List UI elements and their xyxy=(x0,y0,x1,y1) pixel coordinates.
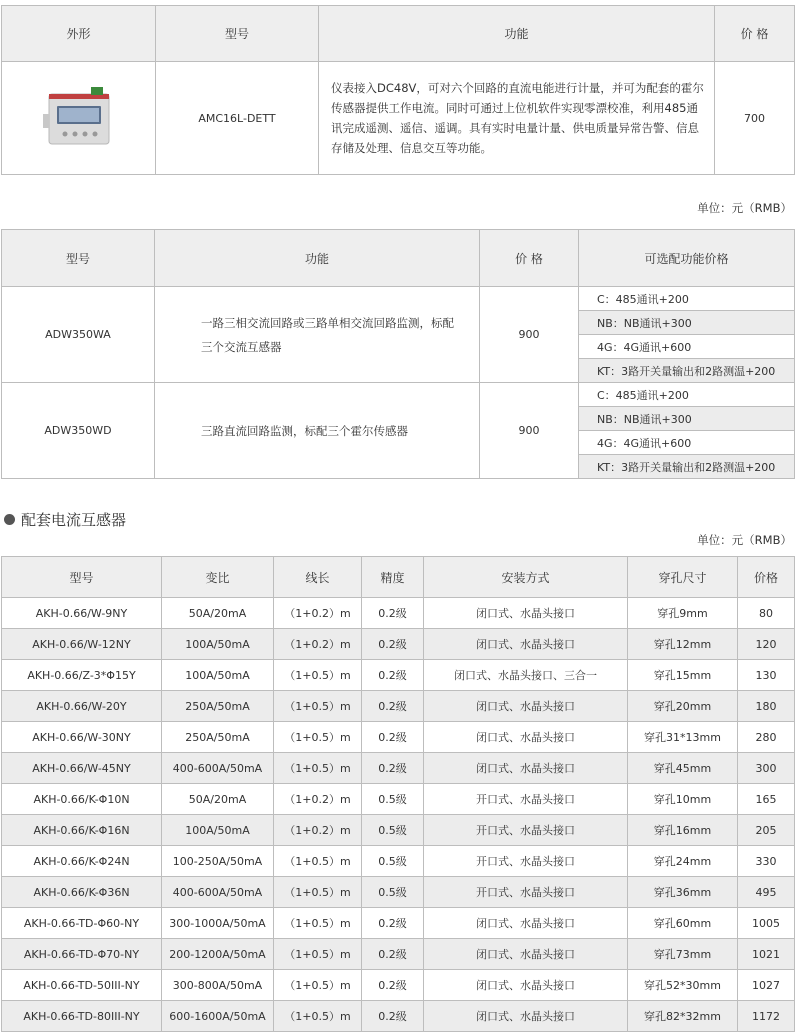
model-cell: AKH-0.66/K-Φ10N xyxy=(2,784,162,815)
cable-length-cell: （1+0.5）m xyxy=(274,753,362,784)
function-cell: 仪表接入DC48V，可对六个回路的直流电能进行计量，并可为配套的霍尔传感器提供工作电流。同时可通过上位机软件实现零漂校准，利用485通讯完成遥测、遥信、遥调。具有实时电量计量、供电质量异常告警、信息存储及处理、信息交互等功能。 xyxy=(319,62,715,175)
model-cell: AKH-0.66/K-Φ36N xyxy=(2,877,162,908)
cable-length-cell: （1+0.2）m xyxy=(274,629,362,660)
price-cell: 165 xyxy=(738,784,795,815)
installation-cell: 闭口式、水晶头接口、三合一 xyxy=(424,660,628,691)
header-price: 价格 xyxy=(738,557,795,598)
price-cell: 205 xyxy=(738,815,795,846)
option-cell: C：485通讯+200 xyxy=(579,287,795,311)
installation-cell: 闭口式、水晶头接口 xyxy=(424,939,628,970)
ratio-cell: 100-250A/50mA xyxy=(162,846,274,877)
ratio-cell: 100A/50mA xyxy=(162,660,274,691)
model-cell: AKH-0.66/W-45NY xyxy=(2,753,162,784)
installation-cell: 开口式、水晶头接口 xyxy=(424,815,628,846)
model-cell: AKH-0.66/K-Φ24N xyxy=(2,846,162,877)
cable-length-cell: （1+0.2）m xyxy=(274,815,362,846)
model-cell: AKH-0.66/K-Φ16N xyxy=(2,815,162,846)
table-row xyxy=(2,784,795,815)
accuracy-cell: 0.2级 xyxy=(362,660,424,691)
table-row xyxy=(2,753,795,784)
unit-label: 单位：元（RMB） xyxy=(697,201,792,215)
price-cell: 330 xyxy=(738,846,795,877)
price-cell: 80 xyxy=(738,598,795,629)
header-price: 价 格 xyxy=(715,6,795,62)
table-row xyxy=(2,970,795,1001)
header-price: 价 格 xyxy=(480,230,579,287)
installation-cell: 闭口式、水晶头接口 xyxy=(424,629,628,660)
model-cell: AMC16L-DETT xyxy=(156,62,319,175)
table-row xyxy=(2,629,795,660)
header-accuracy: 精度 xyxy=(362,557,424,598)
hole-size-cell: 穿孔60mm xyxy=(628,908,738,939)
table-row xyxy=(2,877,795,908)
table-row xyxy=(2,939,795,970)
price-cell: 1027 xyxy=(738,970,795,1001)
function-cell: 三路直流回路监测，标配三个霍尔传感器 xyxy=(155,383,480,479)
bullet-icon xyxy=(4,514,15,525)
header-hole-size: 穿孔尺寸 xyxy=(628,557,738,598)
installation-cell: 开口式、水晶头接口 xyxy=(424,784,628,815)
model-cell: AKH-0.66-TD-80III-NY xyxy=(2,1001,162,1032)
accuracy-cell: 0.2级 xyxy=(362,908,424,939)
price-cell: 1172 xyxy=(738,1001,795,1032)
cable-length-cell: （1+0.5）m xyxy=(274,1001,362,1032)
ratio-cell: 100A/50mA xyxy=(162,629,274,660)
accuracy-cell: 0.2级 xyxy=(362,1001,424,1032)
accuracy-cell: 0.2级 xyxy=(362,753,424,784)
hole-size-cell: 穿孔12mm xyxy=(628,629,738,660)
header-model: 型号 xyxy=(2,557,162,598)
installation-cell: 开口式、水晶头接口 xyxy=(424,846,628,877)
accuracy-cell: 0.2级 xyxy=(362,722,424,753)
ratio-cell: 200-1200A/50mA xyxy=(162,939,274,970)
installation-cell: 闭口式、水晶头接口 xyxy=(424,691,628,722)
price-cell: 700 xyxy=(715,62,795,175)
ratio-cell: 50A/20mA xyxy=(162,598,274,629)
ratio-cell: 400-600A/50mA xyxy=(162,753,274,784)
table-row xyxy=(2,815,795,846)
hole-size-cell: 穿孔73mm xyxy=(628,939,738,970)
cable-length-cell: （1+0.5）m xyxy=(274,970,362,1001)
cable-length-cell: （1+0.5）m xyxy=(274,660,362,691)
table-row xyxy=(2,691,795,722)
accuracy-cell: 0.2级 xyxy=(362,598,424,629)
cable-length-cell: （1+0.5）m xyxy=(274,846,362,877)
meter-product-table xyxy=(1,5,795,175)
installation-cell: 闭口式、水晶头接口 xyxy=(424,1001,628,1032)
ct-table-body xyxy=(2,598,795,1032)
accuracy-cell: 0.5级 xyxy=(362,815,424,846)
price-cell: 900 xyxy=(480,287,579,383)
hole-size-cell: 穿孔45mm xyxy=(628,753,738,784)
hole-size-cell: 穿孔82*32mm xyxy=(628,1001,738,1032)
ratio-cell: 300-800A/50mA xyxy=(162,970,274,1001)
accuracy-cell: 0.5级 xyxy=(362,846,424,877)
header-options: 可选配功能价格 xyxy=(579,230,795,287)
unit-label: 单位：元（RMB） xyxy=(697,533,792,547)
model-cell: AKH-0.66-TD-Φ60-NY xyxy=(2,908,162,939)
option-cell: KT：3路开关量输出和2路测温+200 xyxy=(579,455,795,479)
current-transformer-table xyxy=(1,556,795,1032)
price-cell: 495 xyxy=(738,877,795,908)
cable-length-cell: （1+0.2）m xyxy=(274,784,362,815)
ratio-cell: 100A/50mA xyxy=(162,815,274,846)
header-ratio: 变比 xyxy=(162,557,274,598)
ratio-cell: 50A/20mA xyxy=(162,784,274,815)
table-header-row xyxy=(2,230,795,287)
table-row xyxy=(2,383,795,407)
hole-size-cell: 穿孔15mm xyxy=(628,660,738,691)
model-cell: AKH-0.66/W-20Y xyxy=(2,691,162,722)
installation-cell: 闭口式、水晶头接口 xyxy=(424,753,628,784)
accuracy-cell: 0.5级 xyxy=(362,877,424,908)
accuracy-cell: 0.5级 xyxy=(362,784,424,815)
price-cell: 1021 xyxy=(738,939,795,970)
section-heading xyxy=(4,509,126,530)
header-cable-length: 线长 xyxy=(274,557,362,598)
table-row xyxy=(2,1001,795,1032)
header-model: 型号 xyxy=(2,230,155,287)
price-cell: 130 xyxy=(738,660,795,691)
table-row xyxy=(2,598,795,629)
header-appearance: 外形 xyxy=(2,6,156,62)
model-cell: AKH-0.66/W-30NY xyxy=(2,722,162,753)
ratio-cell: 400-600A/50mA xyxy=(162,877,274,908)
table-row xyxy=(2,660,795,691)
table-row xyxy=(2,722,795,753)
accuracy-cell: 0.2级 xyxy=(362,629,424,660)
meter-device-image xyxy=(43,84,115,150)
option-cell: KT：3路开关量输出和2路测温+200 xyxy=(579,359,795,383)
model-cell: AKH-0.66-TD-50III-NY xyxy=(2,970,162,1001)
table-row xyxy=(2,908,795,939)
cable-length-cell: （1+0.5）m xyxy=(274,877,362,908)
option-cell: C：485通讯+200 xyxy=(579,383,795,407)
price-cell: 900 xyxy=(480,383,579,479)
installation-cell: 开口式、水晶头接口 xyxy=(424,877,628,908)
table-row xyxy=(2,287,795,311)
price-cell: 180 xyxy=(738,691,795,722)
price-cell: 120 xyxy=(738,629,795,660)
model-cell: AKH-0.66/W-9NY xyxy=(2,598,162,629)
option-cell: NB：NB通讯+300 xyxy=(579,311,795,335)
section-title: 配套电流互感器 xyxy=(21,511,127,529)
hole-size-cell: 穿孔31*13mm xyxy=(628,722,738,753)
hole-size-cell: 穿孔52*30mm xyxy=(628,970,738,1001)
model-cell: AKH-0.66-TD-Φ70-NY xyxy=(2,939,162,970)
cable-length-cell: （1+0.5）m xyxy=(274,691,362,722)
table-header-row xyxy=(2,557,795,598)
option-cell: NB：NB通讯+300 xyxy=(579,407,795,431)
hole-size-cell: 穿孔16mm xyxy=(628,815,738,846)
header-function: 功能 xyxy=(319,6,715,62)
function-cell: 一路三相交流回路或三路单相交流回路监测，标配三个交流互感器 xyxy=(155,287,480,383)
hole-size-cell: 穿孔36mm xyxy=(628,877,738,908)
price-cell: 300 xyxy=(738,753,795,784)
hole-size-cell: 穿孔10mm xyxy=(628,784,738,815)
accuracy-cell: 0.2级 xyxy=(362,939,424,970)
hole-size-cell: 穿孔9mm xyxy=(628,598,738,629)
model-cell: AKH-0.66/W-12NY xyxy=(2,629,162,660)
hole-size-cell: 穿孔20mm xyxy=(628,691,738,722)
cable-length-cell: （1+0.5）m xyxy=(274,908,362,939)
installation-cell: 闭口式、水晶头接口 xyxy=(424,908,628,939)
header-model: 型号 xyxy=(156,6,319,62)
header-installation: 安装方式 xyxy=(424,557,628,598)
ratio-cell: 600-1600A/50mA xyxy=(162,1001,274,1032)
cable-length-cell: （1+0.5）m xyxy=(274,939,362,970)
price-cell: 1005 xyxy=(738,908,795,939)
ratio-cell: 250A/50mA xyxy=(162,691,274,722)
energy-meter-table xyxy=(1,229,795,479)
accuracy-cell: 0.2级 xyxy=(362,691,424,722)
ratio-cell: 300-1000A/50mA xyxy=(162,908,274,939)
option-cell: 4G：4G通讯+600 xyxy=(579,431,795,455)
cable-length-cell: （1+0.5）m xyxy=(274,722,362,753)
product-image-cell xyxy=(2,62,156,175)
option-cell: 4G：4G通讯+600 xyxy=(579,335,795,359)
price-cell: 280 xyxy=(738,722,795,753)
cable-length-cell: （1+0.2）m xyxy=(274,598,362,629)
table-row xyxy=(2,62,795,175)
model-cell: ADW350WD xyxy=(2,383,155,479)
installation-cell: 闭口式、水晶头接口 xyxy=(424,598,628,629)
accuracy-cell: 0.2级 xyxy=(362,970,424,1001)
model-cell: AKH-0.66/Z-3*Φ15Y xyxy=(2,660,162,691)
installation-cell: 闭口式、水晶头接口 xyxy=(424,722,628,753)
header-function: 功能 xyxy=(155,230,480,287)
installation-cell: 闭口式、水晶头接口 xyxy=(424,970,628,1001)
table-header-row xyxy=(2,6,795,62)
table-row xyxy=(2,846,795,877)
hole-size-cell: 穿孔24mm xyxy=(628,846,738,877)
ratio-cell: 250A/50mA xyxy=(162,722,274,753)
model-cell: ADW350WA xyxy=(2,287,155,383)
